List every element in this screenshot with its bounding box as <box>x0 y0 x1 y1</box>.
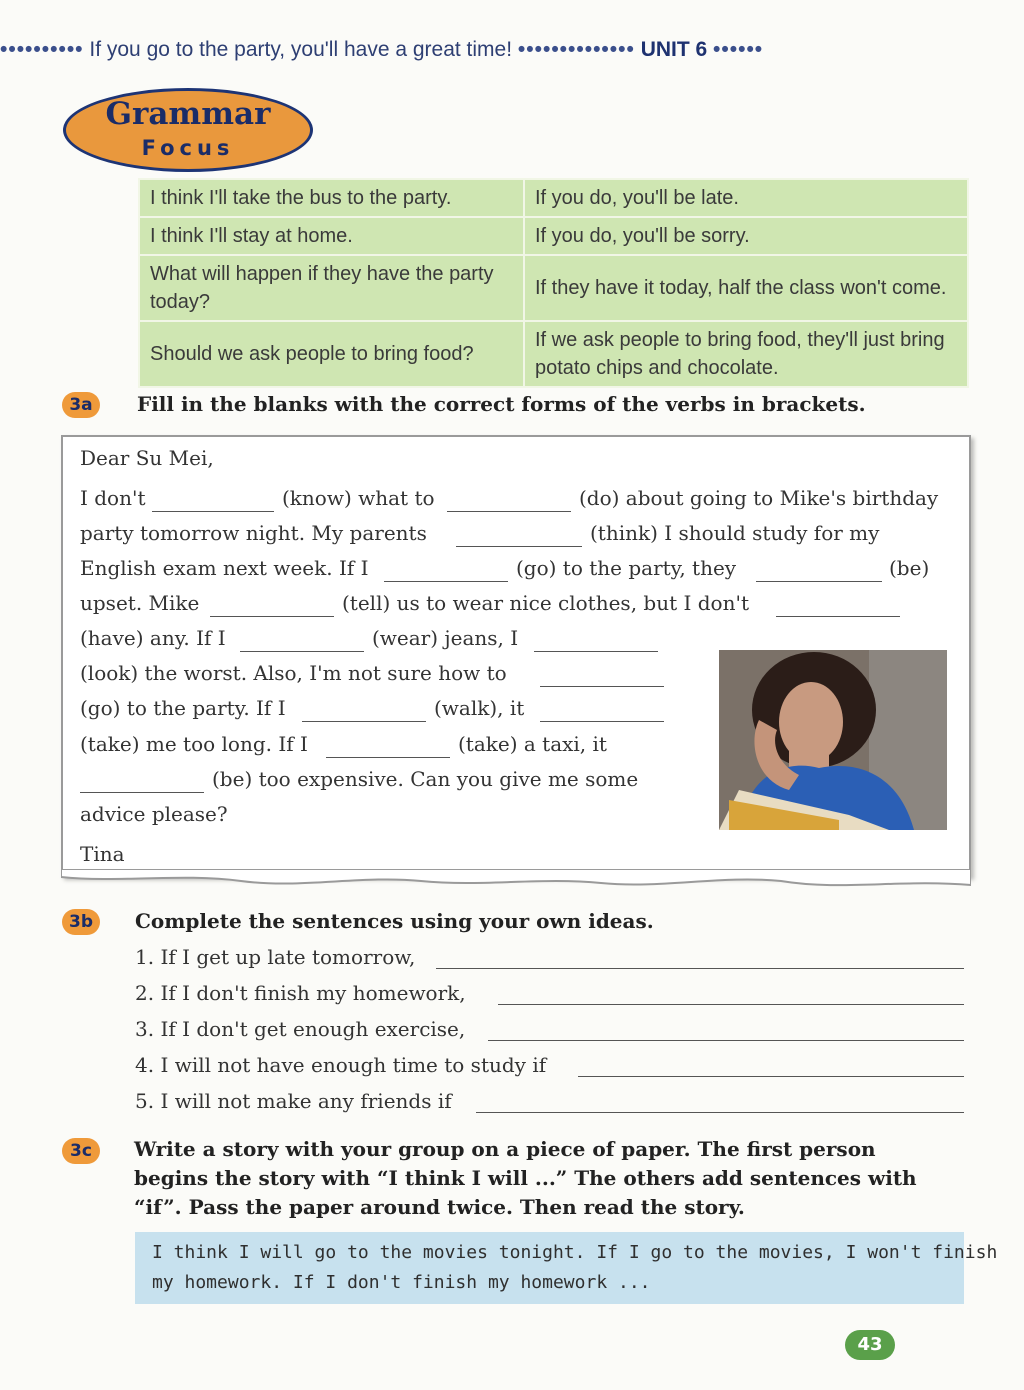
photo-girl-studying <box>719 650 947 830</box>
letter-text: (take) me too long. If I <box>80 732 308 756</box>
table-cell: If you do, you'll be late. <box>524 179 968 217</box>
letter-text: (have) any. If I <box>80 626 226 650</box>
section-badge-3c: 3c <box>62 1138 100 1164</box>
example-story-line2: my homework. If I don't finish my homework ... <box>152 1272 651 1293</box>
table-cell: I think I'll stay at home. <box>139 217 524 255</box>
section-badge-3b: 3b <box>62 909 100 935</box>
instruction-3c-line1: Write a story with your group on a piece of paper. The first person <box>134 1137 876 1161</box>
letter-text: (be) too expensive. Can you give me some <box>212 767 639 791</box>
unit-label: UNIT 6 <box>640 38 708 61</box>
table-cell: I think I'll take the bus to the party. <box>139 179 524 217</box>
answer-blank[interactable] <box>210 616 334 617</box>
letter-text: party tomorrow night. My parents <box>80 521 427 545</box>
letter-text: (know) what to <box>282 486 435 510</box>
table-cell: If they have it today, half the class won't come. <box>524 255 968 321</box>
list-item: 4. I will not have enough time to study if <box>135 1053 547 1077</box>
table-cell: If we ask people to bring food, they'll just bring potato chips and chocolate. <box>524 321 968 387</box>
badge-word-focus: Focus <box>141 136 235 160</box>
letter-text: upset. Mike <box>80 591 200 615</box>
badge-word-grammar: Grammar <box>105 96 271 132</box>
instruction-3a: Fill in the blanks with the correct forms of the verbs in brackets. <box>137 392 866 416</box>
list-item: 5. I will not make any friends if <box>135 1089 452 1113</box>
grammar-focus-badge <box>63 88 313 172</box>
answer-blank[interactable] <box>326 757 450 758</box>
answer-blank[interactable] <box>540 721 664 722</box>
section-badge-3a: 3a <box>62 392 100 418</box>
answer-line[interactable] <box>498 1004 964 1005</box>
answer-blank[interactable] <box>302 721 426 722</box>
letter-text: (go) to the party, they <box>516 556 737 580</box>
letter-text: (take) a taxi, it <box>458 732 607 756</box>
letter-text: (look) the worst. Also, I'm not sure how to <box>80 661 507 685</box>
answer-line[interactable] <box>476 1112 964 1113</box>
instruction-3c-line2: begins the story with “I think I will ...” The others add sentences with <box>134 1166 917 1190</box>
letter-text: (think) I should study for my <box>590 521 880 545</box>
answer-blank[interactable] <box>152 511 274 512</box>
torn-edge <box>61 869 971 899</box>
answer-blank[interactable] <box>80 792 204 793</box>
answer-blank[interactable] <box>456 546 582 547</box>
letter-text: (walk), it <box>434 696 525 720</box>
answer-line[interactable] <box>578 1076 964 1077</box>
letter-text: (tell) us to wear nice clothes, but I don't <box>342 591 750 615</box>
answer-blank[interactable] <box>447 511 571 512</box>
answer-blank[interactable] <box>384 581 508 582</box>
answer-blank[interactable] <box>776 616 900 617</box>
list-item: 1. If I get up late tomorrow, <box>135 945 416 969</box>
list-item: 2. If I don't finish my homework, <box>135 981 466 1005</box>
letter-text: advice please? <box>80 802 228 826</box>
letter-text: English exam next week. If I <box>80 556 369 580</box>
answer-blank[interactable] <box>756 581 882 582</box>
header-title: If you go to the party, you'll have a great time! <box>89 38 513 61</box>
table-row <box>139 255 968 321</box>
instruction-3b: Complete the sentences using your own ideas. <box>135 909 654 933</box>
table-cell: What will happen if they have the party today? <box>139 255 524 321</box>
letter-text: (do) about going to Mike's birthday <box>579 486 939 510</box>
answer-line[interactable] <box>488 1040 964 1041</box>
answer-line[interactable] <box>436 968 964 969</box>
example-story-line1: I think I will go to the movies tonight. If I go to the movies, I won't finish <box>152 1242 998 1263</box>
page-header <box>0 38 1024 68</box>
letter-text: (go) to the party. If I <box>80 696 286 720</box>
dotted-rule: •••••••••• <box>0 38 84 61</box>
letter-text: I don't <box>80 486 146 510</box>
list-item: 3. If I don't get enough exercise, <box>135 1017 466 1041</box>
answer-blank[interactable] <box>534 651 658 652</box>
table-cell: Should we ask people to bring food? <box>139 321 524 387</box>
dotted-rule: •••••• <box>713 38 764 61</box>
grammar-table <box>138 178 969 388</box>
instruction-3c-line3: “if”. Pass the paper around twice. Then read the story. <box>134 1195 745 1219</box>
table-row <box>139 179 968 217</box>
answer-blank[interactable] <box>540 686 664 687</box>
letter-text: (be) <box>889 556 930 580</box>
table-row <box>139 321 968 387</box>
dotted-rule: •••••••••••••• <box>517 38 635 61</box>
letter-signature: Tina <box>80 842 125 866</box>
table-cell: If you do, you'll be sorry. <box>524 217 968 255</box>
answer-blank[interactable] <box>240 651 364 652</box>
page-number: 43 <box>845 1330 895 1360</box>
table-row <box>139 217 968 255</box>
letter-greeting: Dear Su Mei, <box>80 446 214 470</box>
letter-text: (wear) jeans, I <box>372 626 519 650</box>
example-story-box <box>135 1232 998 1304</box>
